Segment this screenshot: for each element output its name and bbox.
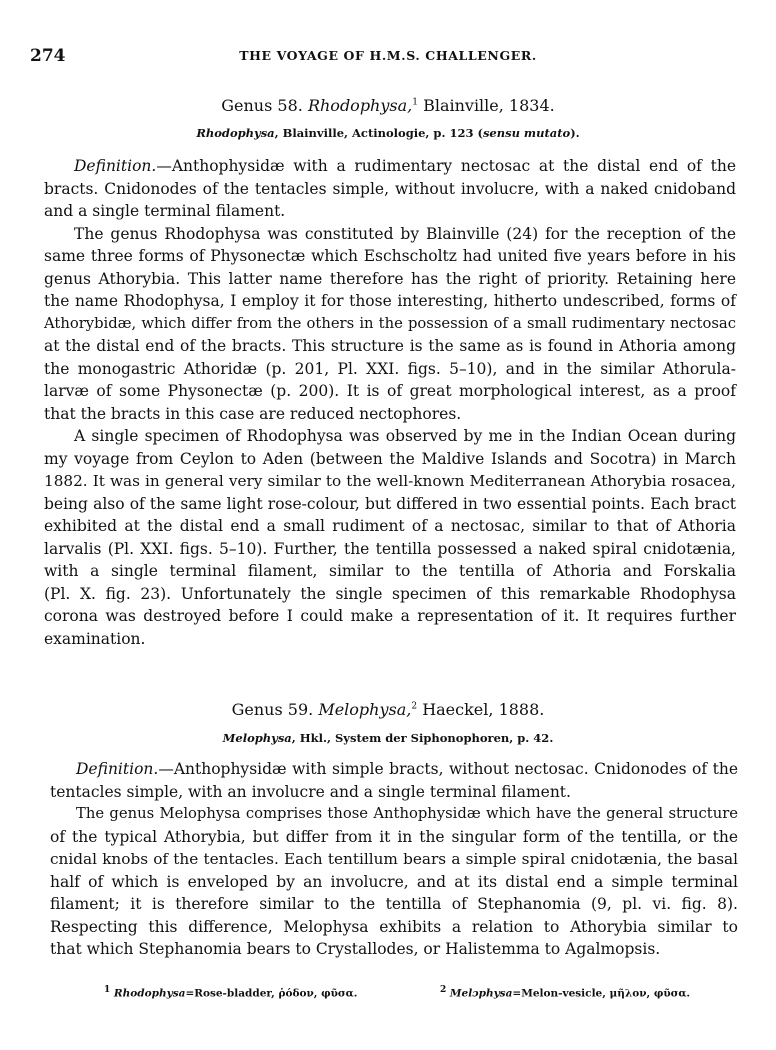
genus-59-number: Genus 59. — [231, 700, 314, 719]
genus-58-ref-name: Rhodophysa — [196, 126, 275, 140]
text-line: filament; it is therefore similar to the tentilla of Stephanomia (9, pl. vi. fig. 8). — [50, 895, 738, 913]
text-line: tentacles simple, with an involucre and a single terminal filament. — [50, 782, 571, 801]
text-line: with a single terminal filament, similar to the tentilla of Athoria and Forskalia — [44, 562, 736, 580]
genus-59-authority: Haeckel, 1888. — [422, 700, 545, 719]
footnote-2 — [440, 985, 690, 1000]
genus-59-reference — [0, 731, 776, 745]
page-number: 274 — [30, 46, 66, 66]
footnote-2-text: =Melon-vesicle, μῆλον, φῦσα. — [512, 987, 691, 1000]
genus-58-footmark: 1 — [412, 97, 418, 108]
text-line: that the bracts in this case are reduced nectophores. — [44, 404, 462, 423]
genus-59-body — [50, 758, 738, 961]
footnote-1-mark: 1 — [104, 985, 111, 995]
text-line: exhibited at the distal end a small rudiment of a nectosac, similar to that of Athoria — [44, 517, 736, 535]
text-line: of the typical Athorybia, but differ from it in the singular form of the tentilla, or the — [50, 827, 738, 846]
running-title: THE VOYAGE OF H.M.S. CHALLENGER. — [239, 48, 537, 63]
genus-59-heading — [0, 700, 776, 719]
text-line: The genus Rhodophysa was constituted by Blainville (24) for the reception of the — [74, 224, 736, 243]
footnote-2-mark: 2 — [440, 985, 447, 995]
text-line: Respecting this difference, Melophysa exhibits a relation to Athorybia similar to — [50, 917, 738, 936]
footnote-1-name: Rhodophysa — [113, 987, 186, 1000]
running-header — [30, 46, 746, 70]
text-line: at the distal end of the bracts. This structure is the same as is found in Athoria among — [44, 337, 736, 355]
text-line: being also of the same light rose-colour, but differed in two essential points. Each bract — [44, 494, 736, 513]
text-line: (Pl. X. fig. 23). Unfortunately the single specimen of this remarkable Rhodophysa — [44, 584, 736, 603]
genus-58-name: Rhodophysa, — [307, 96, 413, 115]
text-line: cnidal knobs of the tentacles. Each tentillum bears a simple spiral cnidotænia, the basal — [50, 850, 738, 868]
text-line: examination. — [44, 629, 146, 648]
text-line: The genus Melophysa comprises those Anthophysidæ which have the general structure — [76, 805, 738, 822]
text-line: A single specimen of Rhodophysa was observed by me in the Indian Ocean during — [74, 427, 736, 445]
definition-label: Definition. — [74, 157, 157, 175]
text-line: that which Stephanomia bears to Crystallodes, or Halistemma to Agalmopsis. — [50, 940, 661, 958]
text-line: larvæ of some Physonectæ (p. 200). It is of great morphological interest, as a proof — [44, 382, 736, 400]
text-line: larvalis (Pl. XXI. figs. 5–10). Further, the tentilla possessed a naked spiral cnidotænia, — [44, 539, 736, 558]
text-line: genus Athorybia. This latter name therefore has the right of priority. Retaining here — [44, 269, 736, 288]
text-line: my voyage from Ceylon to Aden (between the Maldive Islands and Socotra) in March — [44, 449, 736, 468]
definition-label: Definition. — [76, 760, 159, 778]
genus-59-ref-text: , Hkl., System der Siphonophoren, p. 42. — [291, 731, 554, 745]
genus-58-ref-end: ). — [570, 126, 580, 140]
text-line: and a single terminal filament. — [44, 202, 286, 220]
genus-59-ref-name: Melophysa — [222, 731, 292, 745]
text-line: half of which is enveloped by an involucre, and at its distal end a simple terminal — [50, 872, 738, 891]
genus-58-ref-text: , Blainville, Actinologie, p. 123 ( — [274, 126, 483, 140]
text-line: the monogastric Athoridæ (p. 201, Pl. XXI. figs. 5–10), and in the similar Athorula- — [44, 359, 736, 378]
genus-59-name: Melophysa, — [318, 700, 412, 719]
genus-58-authority: Blainville, 1834. — [423, 96, 555, 115]
text-line: corona was destroyed before I could make a representation of it. It requires further — [44, 607, 736, 625]
text-line: same three forms of Physonectæ which Eschscholtz had united five years before in his — [44, 247, 736, 265]
footnote-1 — [104, 985, 357, 1000]
genus-58-heading — [0, 96, 776, 115]
text-line: Definition.—Anthophysidæ with a rudimentary nectosac at the distal end of the — [74, 157, 736, 175]
footnote-1-text: =Rose-bladder, ῥόδον, φῦσα. — [185, 987, 358, 1000]
genus-58-body — [44, 155, 736, 650]
text-line: Definition.—Anthophysidæ with simple bracts, without nectosac. Cnidonodes of the — [76, 760, 738, 778]
text-line: the name Rhodophysa, I employ it for those interesting, hitherto undescribed, forms of — [44, 292, 736, 310]
text-line: 1882. It was in general very similar to the well-known Mediterranean Athorybia rosacea, — [44, 472, 736, 490]
genus-58-number: Genus 58. — [221, 96, 303, 115]
text-line: Athorybidæ, which differ from the others in the possession of a small rudimentary nectosac — [44, 314, 736, 332]
genus-58-reference — [0, 126, 776, 140]
text-line: bracts. Cnidonodes of the tentacles simple, without involucre, with a naked cnidoband — [44, 179, 736, 198]
genus-59-footmark: 2 — [411, 701, 418, 712]
genus-58-ref-italic: sensu mutato — [482, 126, 571, 140]
footnote-2-name: Melɔphysa — [449, 987, 513, 1000]
